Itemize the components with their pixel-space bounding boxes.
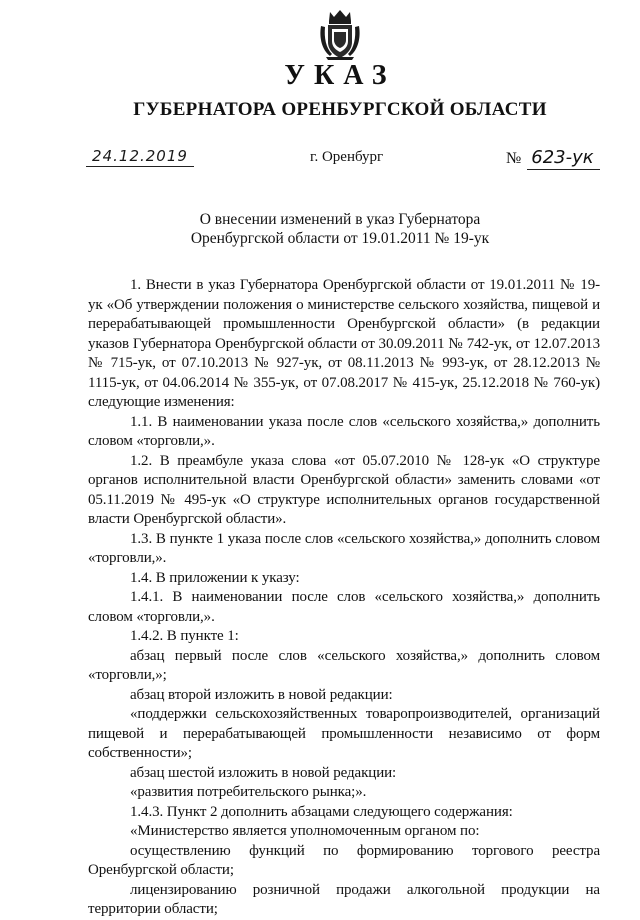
number-value: 623-ук <box>527 147 599 170</box>
paragraph: «Министерство является уполномоченным органом по: <box>130 823 480 839</box>
paragraph: 1.4. В приложении к указу: <box>130 569 300 586</box>
paragraph: абзац шестой изложить в новой редакции: <box>130 764 397 781</box>
decree-subject <box>0 210 640 248</box>
subject-line-2: Оренбургской области от 19.01.2011 № 19-ук <box>190 230 490 247</box>
decree-meta-row <box>0 147 640 177</box>
document-title: УКАЗ <box>284 60 396 91</box>
paragraph: 1.4.3. Пункт 2 дополнить абзацами следующего содержания: <box>130 803 513 820</box>
paragraph: 1.4.1. В наименовании после слов «сельского хозяйства,» дополнить словом «торговли,». <box>88 589 600 625</box>
decree-date: 24.12.2019 <box>86 147 194 167</box>
number-label: № <box>506 150 522 167</box>
paragraph: «развития потребительского рынка;». <box>130 784 367 800</box>
paragraph: 1.2. В преамбуле указа слова «от 05.07.2010 № 128-ук «О структуре органов исполнительной власти Оренбургской области» заменить словами «от 05.11.2019 № 495-ук «О структуре исполнительных органов государственной власти Оренбургской области». <box>88 452 600 527</box>
decree-city: г. Оренбург <box>310 149 384 165</box>
paragraph: 1.4.2. В пункте 1: <box>130 628 239 644</box>
paragraph: 1. Внести в указ Губернатора Оренбургской области от 19.01.2011 № 19-ук «Об утверждении положения о министерстве сельского хозяйства, пищевой и перерабатывающей промышленности Оренбургской области» (в редакции указов Губернатора Оренбургской области от 30.09.2011 № 742-ук, от 12.07.2013 № 715-ук, от 07.10.2013 № 927-ук, от 08.11.2013 № 993-ук, от 28.12.2013 № 1115-ук, от 04.06.2014 № 355-ук, от 07.08.2017 № 415-ук, 25.12.2018 № 760-ук) следующие изменения: <box>88 277 600 410</box>
decree-number <box>506 147 616 170</box>
orenburg-coat-of-arms-icon <box>318 8 362 60</box>
paragraph: абзац второй изложить в новой редакции: <box>130 686 393 703</box>
paragraph: 1.3. В пункте 1 указа после слов «сельского хозяйства,» дополнить словом «торговли,». <box>88 530 600 566</box>
issuer-title: ГУБЕРНАТОРА ОРЕНБУРГСКОЙ ОБЛАСТИ <box>133 99 547 120</box>
paragraph: осуществлению функций по формированию торгового реестра Оренбургской области; <box>88 842 600 878</box>
decree-body <box>88 276 600 920</box>
paragraph: абзац первый после слов «сельского хозяйства,» дополнить словом «торговли,»; <box>88 647 600 683</box>
subject-line-1: О внесении изменений в указ Губернатора <box>199 211 481 228</box>
paragraph: лицензированию розничной продажи алкогольной продукции на территории области; <box>88 881 600 917</box>
paragraph: «поддержки сельскохозяйственных товаропроизводителей, организаций пищевой и перерабатывающей промышленности независимо от форм собственности»; <box>88 706 600 761</box>
paragraph: 1.1. В наименовании указа после слов «сельского хозяйства,» дополнить словом «торговли,». <box>88 413 600 449</box>
